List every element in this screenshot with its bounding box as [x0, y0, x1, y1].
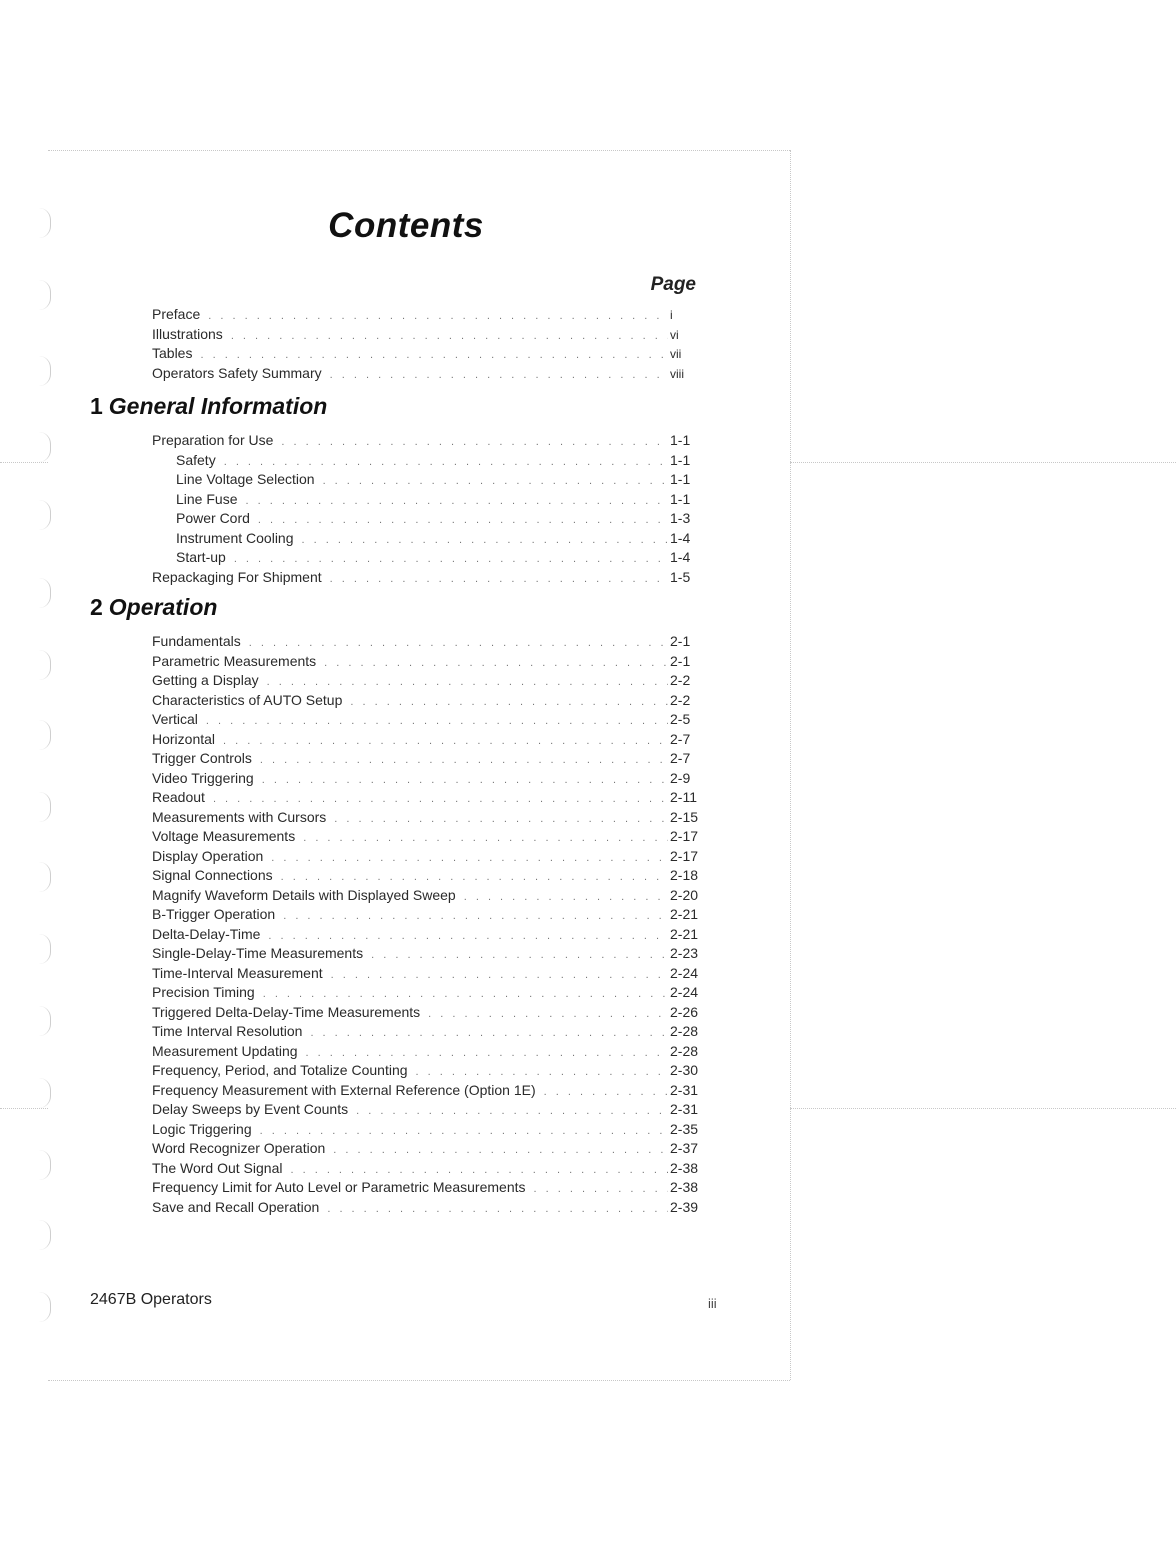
toc-entry [152, 1159, 706, 1179]
toc-entry-page: 2-18 [670, 867, 699, 883]
toc-entry-title: Line Voltage Selection [176, 471, 315, 487]
toc-entry-page: 2-38 [670, 1179, 699, 1195]
toc-entry-title: The Word Out Signal [152, 1159, 283, 1176]
toc-entry-page: 2-26 [670, 1003, 699, 1020]
toc-entry-title: Frequency, Period, and Totalize Counting [152, 1062, 408, 1078]
toc-entry-title: Word Recognizer Operation [152, 1140, 326, 1156]
toc-entry-title: Measurement Updating [152, 1042, 298, 1059]
toc-entry-page: 1-1 [670, 432, 691, 448]
scan-fold-line [790, 462, 1176, 463]
toc-entry-title: Vertical [152, 711, 198, 727]
toc-entry-title: Instrument Cooling [176, 529, 294, 546]
binder-hole [38, 1078, 51, 1108]
toc-entry-page: 2-7 [670, 750, 691, 766]
toc-entry-title: Line Fuse [176, 490, 238, 507]
toc-entry [152, 431, 706, 451]
toc-entry [152, 490, 706, 510]
chapter-number: 2 [90, 594, 103, 620]
toc-entry [152, 1120, 706, 1140]
dot-leader [258, 511, 668, 531]
toc-entry-page: 2-23 [670, 945, 699, 961]
toc-entry-page: 1-4 [670, 529, 691, 546]
dot-leader [310, 1024, 668, 1044]
dot-leader [231, 327, 668, 347]
toc-entry-title: Frequency Measurement with External Reference (Option 1E) [152, 1081, 536, 1098]
dot-leader [323, 472, 668, 492]
toc-entry-page: 2-20 [670, 886, 699, 903]
toc-entry-page: 2-35 [670, 1120, 699, 1137]
toc-entry [152, 344, 696, 364]
dot-leader [271, 849, 668, 869]
toc-entry-page: viii [670, 366, 684, 381]
toc-entry [152, 652, 706, 672]
binder-hole [38, 1220, 51, 1250]
dot-leader [330, 570, 668, 590]
toc-entry [152, 1061, 706, 1081]
toc-entry [152, 925, 706, 945]
toc-entry [152, 769, 706, 789]
toc-entry [152, 529, 706, 549]
toc-entry-page: vi [670, 327, 679, 342]
binder-hole [38, 934, 51, 964]
toc-entry-title: Preface [152, 306, 201, 322]
toc-entry-title: Start-up [176, 549, 226, 565]
dot-leader [260, 751, 668, 771]
page-edge-top [48, 150, 790, 151]
toc-entry-title: Illustrations [152, 325, 223, 342]
toc-entry-title: B-Trigger Operation [152, 906, 276, 922]
scan-fold-line [0, 462, 48, 463]
toc-entry [152, 710, 706, 730]
chapter-heading [90, 393, 327, 420]
toc-entry-title: Time-Interval Measurement [152, 964, 323, 981]
toc-entry-title: Voltage Measurements [152, 828, 296, 844]
page-title: Contents [328, 206, 484, 245]
toc-entry-title: Video Triggering [152, 769, 254, 786]
toc-entry-page: 1-5 [670, 568, 691, 585]
toc-entry-title: Safety [176, 451, 216, 468]
dot-leader [327, 1200, 668, 1220]
toc-entry [152, 730, 706, 750]
toc-entry [152, 847, 706, 867]
toc-entry-title: Display Operation [152, 847, 264, 864]
chapter-2-entries [152, 632, 706, 1217]
toc-entry [152, 325, 696, 345]
toc-entry-page: 2-7 [670, 730, 691, 747]
binder-hole [38, 1006, 51, 1036]
toc-entry [152, 866, 706, 886]
dot-leader [428, 1005, 668, 1025]
toc-entry-page: 2-21 [670, 906, 699, 922]
toc-entry-title: Frequency Limit for Auto Level or Parametric Measurements [152, 1179, 526, 1195]
chapter-1-entries [152, 431, 706, 587]
toc-entry [152, 671, 706, 691]
toc-entry-title: Precision Timing [152, 984, 255, 1000]
toc-entry-title: Measurements with Cursors [152, 808, 327, 825]
toc-entry-page: 2-31 [670, 1101, 699, 1117]
toc-entry-page: 2-1 [670, 633, 691, 649]
dot-leader [281, 433, 668, 453]
toc-entry-page: i [670, 308, 673, 322]
toc-entry-title: Readout [152, 789, 205, 805]
toc-entry [152, 788, 706, 808]
toc-entry-title: Characteristics of AUTO Setup [152, 691, 343, 708]
toc-entry-page: 2-1 [670, 652, 691, 669]
toc-entry-page: 2-17 [670, 828, 699, 844]
toc-entry-title: Delta-Delay-Time [152, 925, 261, 942]
toc-entry-page: 1-4 [670, 549, 691, 565]
toc-entry-page: 2-9 [670, 769, 691, 786]
toc-entry-title: Delay Sweeps by Event Counts [152, 1101, 349, 1117]
toc-entry-title: Signal Connections [152, 867, 273, 883]
footer-page-number: iii [708, 1296, 717, 1311]
chapter-heading [90, 594, 217, 621]
page-column-label: Page [650, 274, 696, 295]
dot-leader [302, 531, 668, 551]
page-edge-right [790, 150, 791, 1380]
dot-leader [350, 693, 668, 713]
dot-leader [223, 732, 668, 752]
toc-entry-page: 2-24 [670, 984, 699, 1000]
toc-entry-title: Trigger Controls [152, 750, 252, 766]
dot-leader [534, 1180, 669, 1200]
chapter-number: 1 [90, 393, 103, 419]
toc-entry [152, 548, 706, 568]
toc-entry [152, 364, 696, 384]
dot-leader [331, 966, 668, 986]
footer-manual-name: 2467B Operators [90, 1291, 212, 1308]
page-edge-bottom [48, 1380, 790, 1381]
toc-entry-page: 2-15 [670, 808, 699, 825]
chapter-name: General Information [108, 393, 328, 419]
toc-entry-title: Tables [152, 345, 193, 361]
binder-hole [38, 650, 51, 680]
toc-entry-page: 1-3 [670, 510, 691, 526]
toc-entry-page: 2-28 [670, 1042, 699, 1059]
scan-fold-line [0, 1108, 48, 1109]
toc-entry-title: Repackaging For Shipment [152, 568, 322, 585]
toc-entry-page: 2-5 [670, 711, 691, 727]
dot-leader [333, 1141, 668, 1161]
dot-leader [245, 492, 668, 512]
binder-hole [38, 356, 51, 386]
toc-entry [152, 691, 706, 711]
toc-entry-title: Magnify Waveform Details with Displayed Sweep [152, 886, 456, 903]
toc-entry [152, 451, 706, 471]
binder-hole [38, 1292, 51, 1322]
toc-entry-title: Time Interval Resolution [152, 1023, 303, 1039]
dot-leader [334, 810, 668, 830]
toc-entry-page: 1-1 [670, 471, 691, 487]
toc-entry-page: 1-1 [670, 451, 691, 468]
toc-entry-page: 2-21 [670, 925, 699, 942]
toc-entry-title: Logic Triggering [152, 1120, 252, 1137]
dot-leader [208, 307, 668, 327]
toc-entry-title: Horizontal [152, 730, 216, 747]
toc-entry-page: 2-11 [670, 789, 697, 805]
toc-entry [152, 944, 706, 964]
toc-entry [152, 632, 706, 652]
dot-leader [330, 366, 668, 386]
dot-leader [206, 712, 668, 732]
binder-hole [38, 1150, 51, 1180]
toc-entry-title: Fundamentals [152, 633, 241, 649]
toc-entry-page: vii [670, 347, 682, 361]
binder-hole [38, 432, 51, 462]
binder-hole [38, 720, 51, 750]
toc-entry [152, 749, 706, 769]
toc-entry-page: 2-2 [670, 672, 691, 688]
dot-leader [544, 1083, 668, 1103]
binder-hole [38, 862, 51, 892]
chapter-name: Operation [108, 594, 218, 620]
binder-hole [38, 792, 51, 822]
dot-leader [356, 1102, 668, 1122]
toc-entry-page: 2-37 [670, 1140, 699, 1156]
toc-entry [152, 808, 706, 828]
toc-entry [152, 470, 706, 490]
toc-entry [152, 983, 706, 1003]
toc-entry [152, 1003, 706, 1023]
toc-entry [152, 1081, 706, 1101]
toc-entry-title: Save and Recall Operation [152, 1198, 320, 1215]
toc-entry-page: 2-30 [670, 1062, 699, 1078]
toc-entry-title: Triggered Delta-Delay-Time Measurements [152, 1003, 421, 1020]
toc-entry-title: Operators Safety Summary [152, 364, 322, 381]
dot-leader [283, 907, 668, 927]
toc-entry [152, 1178, 706, 1198]
toc-entry-page: 2-17 [670, 847, 699, 864]
toc-entry-page: 2-28 [670, 1023, 699, 1039]
toc-entry-page: 1-1 [670, 490, 691, 507]
dot-leader [303, 829, 668, 849]
toc-entry-title: Preparation for Use [152, 432, 274, 448]
binder-hole [38, 280, 51, 310]
dot-leader [262, 771, 668, 791]
toc-entry-title: Power Cord [176, 510, 250, 526]
toc-entry-page: 2-31 [670, 1081, 699, 1098]
toc-entry [152, 905, 706, 925]
toc-entry-page: 2-38 [670, 1159, 699, 1176]
toc-entry-title: Getting a Display [152, 672, 259, 688]
toc-entry [152, 1100, 706, 1120]
toc-entry-title: Single-Delay-Time Measurements [152, 945, 364, 961]
binder-hole [38, 578, 51, 608]
toc-entry-page: 2-2 [670, 691, 691, 708]
toc-entry-page: 2-39 [670, 1198, 699, 1215]
toc-entry [152, 1198, 706, 1218]
binder-hole [38, 500, 51, 530]
toc-entry-page: 2-24 [670, 964, 699, 981]
scan-fold-line [790, 1108, 1176, 1109]
toc-entry [152, 964, 706, 984]
toc-entry [152, 1022, 706, 1042]
toc-entry [152, 509, 706, 529]
dot-leader [371, 946, 668, 966]
front-matter-list [152, 305, 696, 383]
toc-entry [152, 305, 696, 325]
toc-entry [152, 886, 706, 906]
toc-entry [152, 568, 706, 588]
toc-entry [152, 1139, 706, 1159]
dot-leader [324, 654, 668, 674]
toc-entry-title: Parametric Measurements [152, 652, 317, 669]
toc-entry [152, 1042, 706, 1062]
toc-entry [152, 827, 706, 847]
dot-leader [464, 888, 668, 908]
